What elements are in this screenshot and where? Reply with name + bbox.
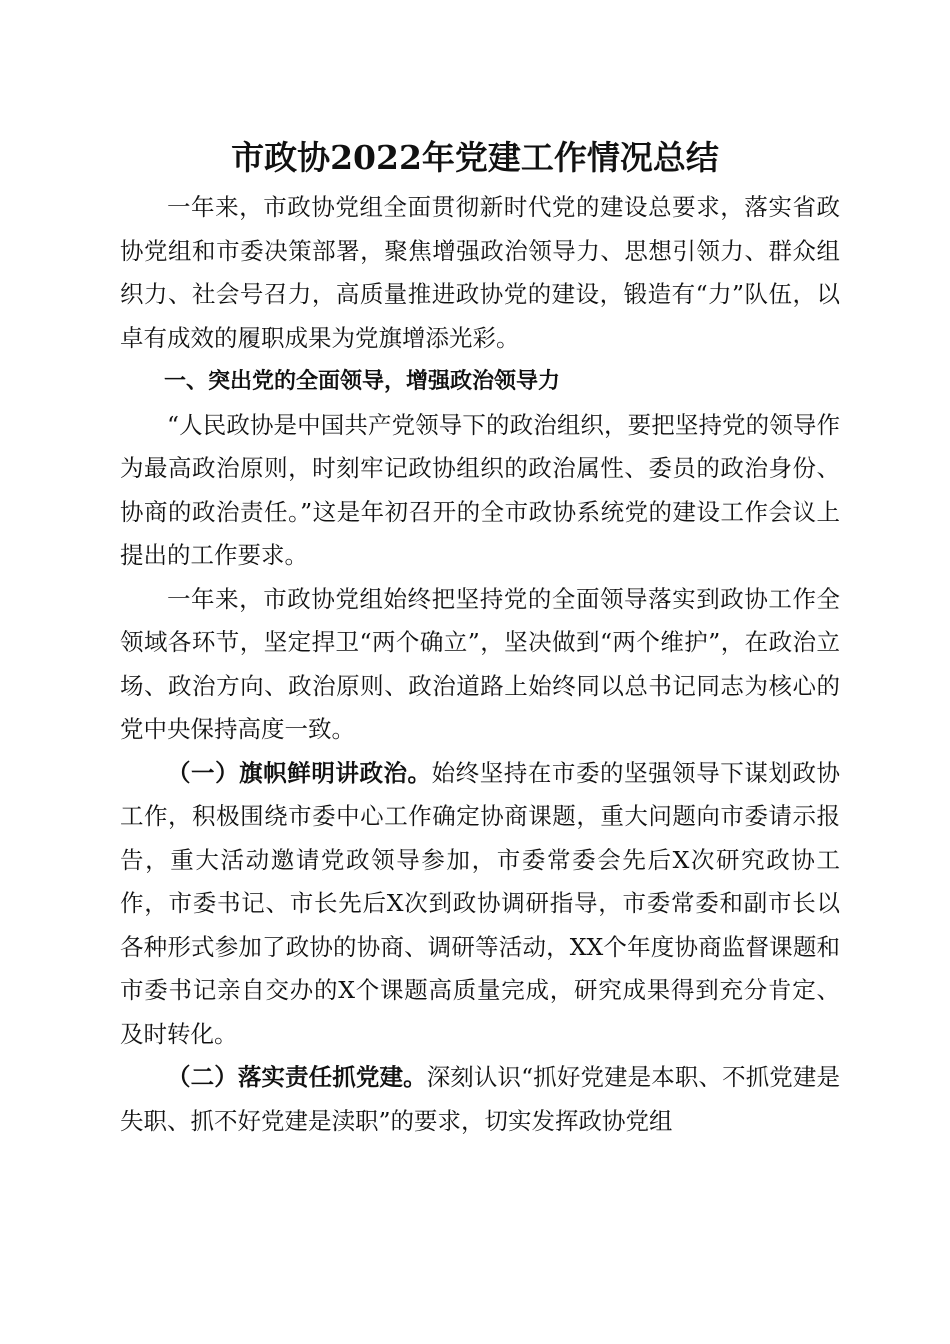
body-paragraph: 一年来，市政协党组始终把坚持党的全面领导落实到政协工作全领域各环节，坚定捍卫“两个确立”，坚决做到“两个维护”，在政治立场、政治方向、政治原则、政治道路上始终同以总书记同志为核心的党中央保持高度一致。 <box>120 584 840 743</box>
subsection-paragraph-1 <box>120 752 840 1057</box>
intro-paragraph: 一年来，市政协党组全面贯彻新时代党的建设总要求，落实省政协党组和市委决策部署，聚焦增强政治领导力、思想引领力、群众组织力、社会号召力，高质量推进政协党的建设，锻造有“力”队伍，以卓有成效的履职成果为党旗增添光彩。 <box>120 193 840 352</box>
subsection-title-1: （一）旗帜鲜明讲政治。 <box>167 758 432 787</box>
subsection-title-2: （二）落实责任抓党建。 <box>167 1063 427 1091</box>
quote-paragraph: “人民政协是中国共产党领导下的政治组织，要把坚持党的领导作为最高政治原则，时刻牢记政协组织的政治属性、委员的政治身份、协商的政治责任。”这是年初召开的全市政协系统党的建设工作会议上提出的工作要求。 <box>120 410 840 569</box>
subsection-text-1: 始终坚持在市委的坚强领导下谋划政协工作，积极围绕市委中心工作确定协商课题，重大问题向市委请示报告，重大活动邀请党政领导参加，市委常委会先后X次研究政协工作，市委书记、市长先后X次到政协调研指导，市委常委和副市长以各种形式参加了政协的协商、调研等活动，XX个年度协商监督课题和市委书记亲自交办的X个课题高质量完成，研究成果得到充分肯定、及时转化。 <box>120 758 841 1048</box>
document-body <box>120 186 840 1143</box>
subsection-paragraph-2 <box>120 1056 840 1143</box>
section-heading-1: 一、突出党的全面领导，增强政治领导力 <box>164 369 561 394</box>
document-title: 市政协2022年党建工作情况总结 <box>231 138 719 177</box>
subsection-text-2: 深刻认识“抓好党建是本职、不抓党建是失职、抓不好党建是渎职”的要求，切实发挥政协党组 <box>120 1063 841 1135</box>
